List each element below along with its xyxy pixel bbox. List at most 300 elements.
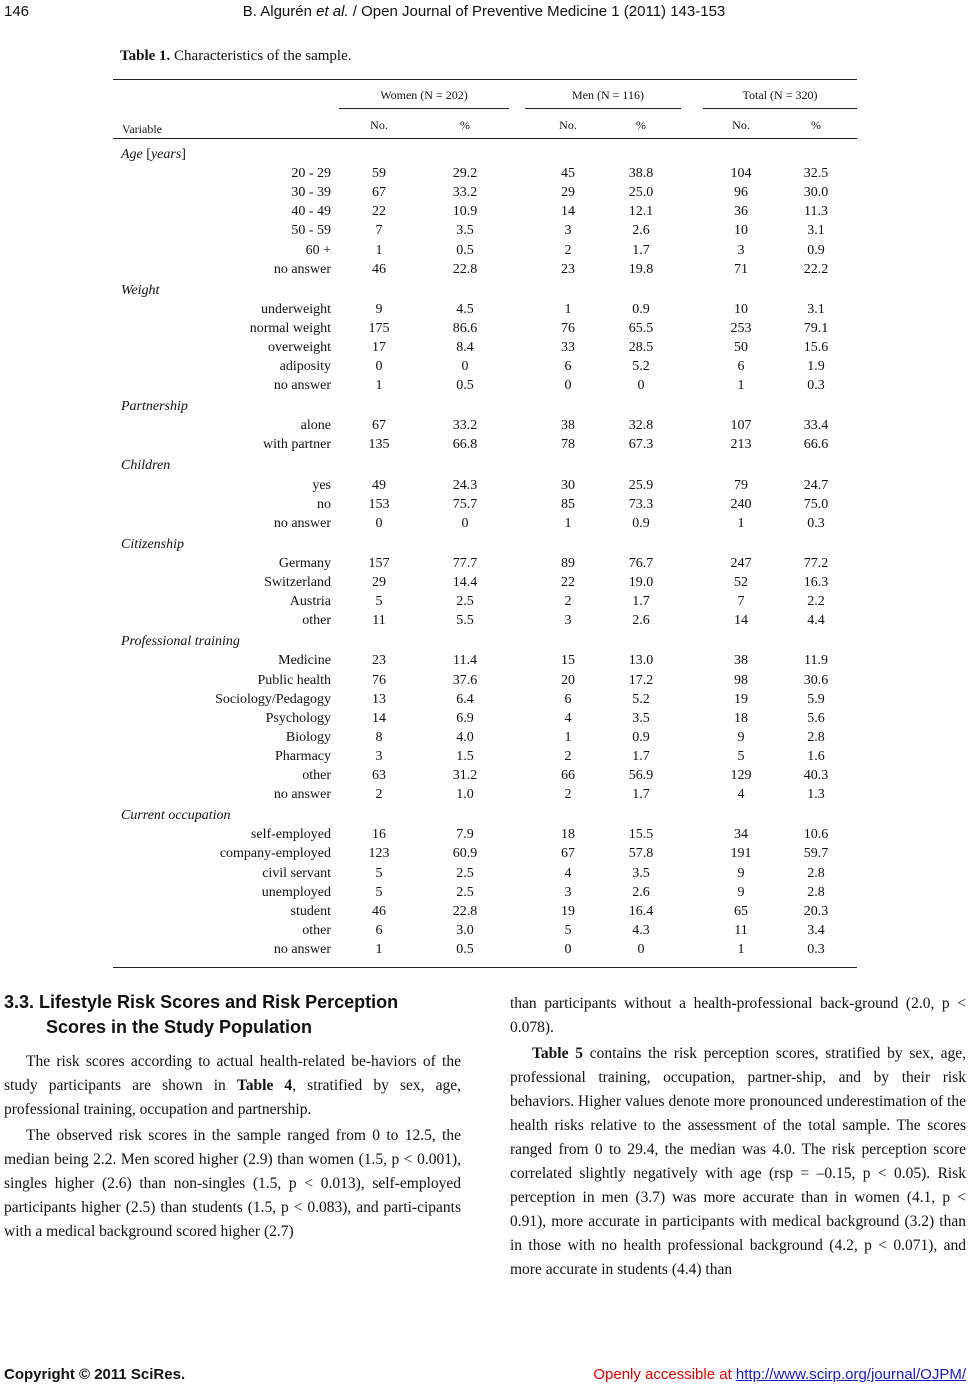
cell-total-pct: 2.8 <box>807 729 825 745</box>
cell-total-no: 38 <box>734 653 748 669</box>
cell-total-pct: 11.3 <box>804 204 828 220</box>
cell-total-pct: 1.9 <box>807 359 825 375</box>
cell-men-no: 15 <box>561 653 575 669</box>
table-row <box>113 768 857 786</box>
cell-women-no: 123 <box>368 846 390 862</box>
cell-men-no: 19 <box>561 903 575 919</box>
cell-men-pct: 12.1 <box>628 204 654 220</box>
cell-women-no: 3 <box>375 748 383 764</box>
row-label: 60 + <box>305 242 331 258</box>
cell-men-no: 66 <box>561 768 575 784</box>
cell-women-pct: 8.4 <box>456 340 474 355</box>
cell-men-no: 29 <box>561 185 575 201</box>
table-row <box>113 378 857 396</box>
cell-men-no: 20 <box>561 672 575 688</box>
table-row <box>113 516 857 534</box>
table-row <box>113 749 857 767</box>
cell-men-pct: 4.3 <box>632 922 650 938</box>
cell-total-no: 65 <box>734 903 748 919</box>
row-label: 20 - 29 <box>291 166 331 182</box>
table-4-reference: Table 4 <box>236 1077 293 1094</box>
cell-men-no: 1 <box>564 301 572 317</box>
table-row <box>113 302 857 320</box>
cell-total-no: 36 <box>734 204 748 220</box>
subheader-total-pct: % <box>811 118 821 132</box>
cell-men-pct: 5.2 <box>632 691 650 707</box>
cell-women-pct: 2.5 <box>456 594 474 610</box>
cell-total-no: 9 <box>737 884 745 900</box>
cell-men-pct: 0.9 <box>632 515 650 531</box>
cell-women-pct: 86.6 <box>452 320 478 336</box>
cell-women-pct: 37.6 <box>452 672 478 688</box>
table-row <box>113 340 857 358</box>
cell-women-no: 157 <box>368 555 390 571</box>
men-group-underline <box>525 108 681 109</box>
section-title: Professional training <box>121 634 240 650</box>
subheader-women-no: No. <box>370 118 388 132</box>
row-label: no answer <box>273 787 331 803</box>
cell-total-no: 50 <box>734 340 748 355</box>
cell-women-pct: 3.0 <box>456 922 474 938</box>
cell-total-pct: 16.3 <box>803 575 829 591</box>
journal-url-link[interactable]: http://www.scirp.org/journal/OJPM/ <box>735 1366 966 1383</box>
cell-men-pct: 1.7 <box>632 787 650 803</box>
cell-men-no: 0 <box>564 378 572 394</box>
cell-total-pct: 2.2 <box>807 594 825 610</box>
cell-women-no: 1 <box>375 242 383 258</box>
cell-total-pct: 24.7 <box>803 477 829 493</box>
cell-total-no: 10 <box>734 223 748 239</box>
cell-men-pct: 57.8 <box>628 846 654 862</box>
cell-women-no: 2 <box>375 787 383 803</box>
row-label: underweight <box>261 301 331 317</box>
table-row <box>113 827 857 845</box>
cell-men-no: 1 <box>564 515 572 531</box>
cell-total-pct: 30.0 <box>803 185 829 201</box>
cell-women-pct: 5.5 <box>456 613 474 629</box>
cell-total-pct: 75.0 <box>803 496 829 512</box>
right-text-column <box>510 992 966 1284</box>
row-label: Psychology <box>265 710 331 726</box>
cell-men-no: 3 <box>564 884 572 900</box>
cell-women-no: 1 <box>375 378 383 394</box>
cell-total-no: 240 <box>730 496 752 512</box>
table-row <box>113 846 857 864</box>
page-number: 146 <box>4 3 30 20</box>
cell-total-no: 247 <box>730 555 752 571</box>
cell-men-pct: 19.0 <box>628 575 654 591</box>
cell-men-pct: 65.5 <box>628 320 654 336</box>
cell-men-pct: 3.5 <box>632 710 650 726</box>
row-label: Pharmacy <box>275 748 331 764</box>
row-label: no answer <box>273 261 331 277</box>
cell-total-no: 9 <box>737 865 745 881</box>
cell-men-no: 14 <box>561 204 575 220</box>
table-row <box>113 321 857 339</box>
cell-women-pct: 2.5 <box>456 884 474 900</box>
cell-women-no: 63 <box>372 768 386 784</box>
cell-total-pct: 3.1 <box>807 301 825 317</box>
row-label: alone <box>300 418 331 434</box>
cell-total-no: 107 <box>730 418 752 434</box>
cell-men-pct: 0 <box>637 378 645 394</box>
table-row <box>113 787 857 805</box>
table-row <box>113 437 857 455</box>
cell-total-pct: 11.9 <box>804 653 828 669</box>
cell-women-pct: 0.5 <box>456 242 474 258</box>
cell-men-no: 3 <box>564 613 572 629</box>
section-title: Weight <box>121 282 160 298</box>
cell-men-pct: 2.6 <box>632 223 650 239</box>
cell-men-no: 76 <box>561 320 575 336</box>
row-label: self-employed <box>250 827 331 843</box>
cell-women-no: 46 <box>372 903 386 919</box>
cell-women-pct: 0.5 <box>456 378 474 394</box>
table-row <box>113 885 857 903</box>
table-row <box>113 556 857 574</box>
cell-women-pct: 14.4 <box>452 575 478 591</box>
row-label: other <box>302 768 331 784</box>
cell-total-no: 11 <box>734 922 748 938</box>
group-header-total: Total (N = 320) <box>742 88 818 102</box>
cell-men-pct: 1.7 <box>632 594 650 610</box>
table-row <box>113 575 857 593</box>
cell-women-no: 5 <box>375 884 383 900</box>
cell-men-pct: 76.7 <box>628 555 654 571</box>
table-row <box>113 359 857 377</box>
cell-men-no: 89 <box>561 555 575 571</box>
variable-header: Variable <box>122 122 162 136</box>
cell-total-pct: 1.3 <box>807 787 825 803</box>
cell-women-no: 67 <box>372 185 386 201</box>
cell-men-pct: 16.4 <box>628 903 654 919</box>
left-text-column <box>4 990 461 1246</box>
cell-total-pct: 33.4 <box>803 418 829 434</box>
table-row <box>113 478 857 496</box>
table-row <box>113 497 857 515</box>
cell-men-no: 6 <box>564 359 572 375</box>
row-label: normal weight <box>249 320 331 336</box>
total-group-underline <box>703 108 857 109</box>
row-label: 30 - 39 <box>291 185 331 201</box>
cell-total-pct: 2.8 <box>807 884 825 900</box>
cell-total-no: 191 <box>730 846 752 862</box>
cell-men-pct: 5.2 <box>632 359 650 375</box>
cell-total-pct: 66.6 <box>803 437 829 453</box>
table-row <box>113 711 857 729</box>
table-5-reference: Table 5 <box>532 1045 583 1062</box>
row-label: Public health <box>257 672 331 688</box>
cell-total-pct: 1.6 <box>807 748 825 764</box>
cell-total-pct: 22.2 <box>803 261 829 277</box>
cell-women-pct: 33.2 <box>452 185 478 201</box>
row-label: Austria <box>289 594 331 610</box>
cell-women-no: 175 <box>368 320 390 336</box>
table-row <box>113 942 857 960</box>
cell-total-no: 4 <box>737 787 745 803</box>
cell-women-no: 67 <box>372 418 386 434</box>
cell-men-no: 22 <box>561 575 575 591</box>
table-row <box>113 923 857 941</box>
cell-women-pct: 22.8 <box>452 261 478 277</box>
row-label: student <box>290 903 331 919</box>
cell-women-no: 5 <box>375 865 383 881</box>
page-footer <box>0 1366 968 1388</box>
cell-total-pct: 79.1 <box>803 320 829 336</box>
cell-total-pct: 30.6 <box>803 672 829 688</box>
cell-men-pct: 38.8 <box>628 166 654 182</box>
cell-total-pct: 0.9 <box>807 242 825 258</box>
women-group-underline <box>339 108 509 109</box>
cell-men-no: 2 <box>564 748 572 764</box>
cell-men-pct: 2.6 <box>632 884 650 900</box>
cell-men-pct: 32.8 <box>628 418 654 434</box>
cell-total-pct: 4.4 <box>807 613 825 629</box>
cell-men-no: 38 <box>561 418 575 434</box>
table-row <box>113 613 857 631</box>
table-row <box>113 243 857 261</box>
table-row <box>113 692 857 710</box>
cell-women-no: 49 <box>372 477 386 493</box>
cell-women-no: 17 <box>372 340 386 355</box>
cell-women-no: 135 <box>368 437 390 453</box>
table-caption-label: Table 1. <box>120 48 171 64</box>
cell-total-no: 253 <box>730 320 752 336</box>
cell-women-pct: 77.7 <box>452 555 478 571</box>
row-label: Germany <box>278 555 331 571</box>
cell-total-no: 71 <box>734 261 748 277</box>
cell-women-pct: 6.9 <box>456 710 474 726</box>
cell-men-no: 5 <box>564 922 572 938</box>
cell-women-pct: 1.5 <box>456 748 474 764</box>
cell-total-no: 9 <box>737 729 745 745</box>
cell-total-no: 98 <box>734 672 748 688</box>
cell-women-pct: 66.8 <box>452 437 478 453</box>
cell-women-pct: 22.8 <box>452 903 478 919</box>
cell-total-pct: 32.5 <box>803 166 829 182</box>
cell-women-no: 11 <box>372 613 386 629</box>
cell-women-no: 153 <box>368 496 390 512</box>
cell-women-no: 23 <box>372 653 386 669</box>
subheader-men-no: No. <box>559 118 577 132</box>
cell-men-no: 2 <box>564 594 572 610</box>
copyright-notice: Copyright © 2011 SciRes. <box>4 1366 186 1383</box>
section-unit: years <box>150 147 182 162</box>
row-label: other <box>302 922 331 938</box>
cell-women-pct: 31.2 <box>452 768 478 784</box>
cell-men-pct: 19.8 <box>628 261 654 277</box>
left-paragraph-2: The observed risk scores in the sample ranged from 0 to 12.5, the median being 2.2. Men scored higher (2.9) than women (1.5, p < 0.001), singles higher (2.6) than non-singles (1.5, p < 0.013), self-employed participants higher (2.5) than students (1.5, p < 0.083), and parti-cipants with a medical background scored higher (2.7) <box>4 1127 461 1240</box>
cell-women-no: 46 <box>372 261 386 277</box>
cell-women-pct: 60.9 <box>452 846 478 862</box>
cell-women-pct: 29.2 <box>452 166 478 182</box>
table-row <box>113 262 857 280</box>
cell-total-no: 1 <box>737 941 745 957</box>
table-row <box>113 594 857 612</box>
cell-total-pct: 20.3 <box>803 903 829 919</box>
table-row <box>113 166 857 184</box>
table-row <box>113 653 857 671</box>
cell-men-no: 1 <box>564 729 572 745</box>
cell-men-no: 18 <box>561 827 575 843</box>
table-bottom-rule <box>113 967 857 968</box>
cell-women-pct: 33.2 <box>452 418 478 434</box>
section-title: Children <box>121 458 171 474</box>
cell-men-no: 45 <box>561 166 575 182</box>
group-header-men: Men (N = 116) <box>572 88 644 102</box>
cell-total-no: 19 <box>734 691 748 707</box>
cell-total-pct: 15.6 <box>803 340 829 355</box>
table-row <box>113 204 857 222</box>
journal-citation: B. Algurén et al. / Open Journal of Preventive Medicine 1 (2011) 143-153 <box>242 3 726 20</box>
cell-total-pct: 0.3 <box>807 378 825 394</box>
cell-total-no: 213 <box>730 437 752 453</box>
cell-women-no: 76 <box>372 672 386 688</box>
cell-women-no: 59 <box>372 166 386 182</box>
table-caption <box>120 48 351 65</box>
row-label: adiposity <box>279 359 331 375</box>
running-head <box>0 0 968 26</box>
subheader-men-pct: % <box>636 118 646 132</box>
cell-men-pct: 1.7 <box>632 242 650 258</box>
row-label: 40 - 49 <box>291 204 331 220</box>
cell-women-pct: 6.4 <box>456 691 474 707</box>
row-label: no answer <box>273 378 331 394</box>
cell-women-pct: 4.5 <box>456 301 474 317</box>
cell-total-no: 3 <box>737 242 745 258</box>
cell-total-pct: 40.3 <box>803 768 829 784</box>
cell-men-no: 78 <box>561 437 575 453</box>
cell-women-pct: 0 <box>461 515 469 531</box>
row-label: other <box>302 613 331 629</box>
row-label: no answer <box>273 515 331 531</box>
cell-women-no: 29 <box>372 575 386 591</box>
row-label: civil servant <box>262 865 331 881</box>
table-row <box>113 185 857 203</box>
cell-total-no: 79 <box>734 477 748 493</box>
cell-total-no: 18 <box>734 710 748 726</box>
cell-total-no: 6 <box>737 359 745 375</box>
cell-women-pct: 7.9 <box>456 827 474 843</box>
row-label: Switzerland <box>264 575 331 591</box>
cell-total-pct: 5.6 <box>807 710 825 726</box>
cell-men-pct: 25.0 <box>628 185 654 201</box>
row-label: company-employed <box>219 846 331 862</box>
row-label: unemployed <box>261 884 331 900</box>
cell-men-no: 6 <box>564 691 572 707</box>
cell-women-pct: 75.7 <box>452 496 478 512</box>
left-paragraph-1: The risk scores according to actual health-related be-haviors of the study participants are shown in Table 4, stratified by sex, age, professional training, occupation and partnership. <box>4 1053 461 1118</box>
cell-total-pct: 3.1 <box>807 223 825 239</box>
cell-men-pct: 2.6 <box>632 613 650 629</box>
cell-total-pct: 5.9 <box>807 691 825 707</box>
cell-total-no: 52 <box>734 575 748 591</box>
cell-men-no: 0 <box>564 941 572 957</box>
row-label: yes <box>312 477 331 493</box>
cell-women-no: 5 <box>375 594 383 610</box>
table-header-rule <box>113 138 857 139</box>
table-row <box>113 904 857 922</box>
subheader-total-no: No. <box>732 118 750 132</box>
cell-men-pct: 73.3 <box>628 496 654 512</box>
cell-women-no: 9 <box>375 301 383 317</box>
cell-women-pct: 0 <box>461 359 469 375</box>
cell-men-no: 30 <box>561 477 575 493</box>
cell-women-no: 1 <box>375 941 383 957</box>
row-label: overweight <box>268 340 331 355</box>
cell-women-pct: 2.5 <box>456 865 474 881</box>
cell-total-no: 104 <box>730 166 752 182</box>
section-title: Age [years] <box>121 147 186 162</box>
cell-men-pct: 0 <box>637 941 645 957</box>
cell-total-no: 96 <box>734 185 748 201</box>
row-label: no answer <box>273 941 331 957</box>
table-row <box>113 730 857 748</box>
cell-women-no: 6 <box>375 922 383 938</box>
row-label: Medicine <box>278 653 331 669</box>
cell-men-no: 67 <box>561 846 575 862</box>
cell-men-no: 4 <box>564 865 572 881</box>
cell-women-no: 16 <box>372 827 386 843</box>
cell-total-pct: 77.2 <box>803 555 829 571</box>
group-header-women: Women (N = 202) <box>380 88 468 102</box>
right-paragraph-continuation: than participants without a health-professional back-ground (2.0, p < 0.078). <box>510 995 966 1036</box>
cell-men-no: 4 <box>564 710 572 726</box>
open-access-notice: Openly accessible at http://www.scirp.org/journal/OJPM/ <box>593 1366 966 1383</box>
cell-total-no: 1 <box>737 515 745 531</box>
table-top-rule <box>113 79 857 80</box>
cell-men-no: 33 <box>561 340 575 355</box>
cell-total-no: 5 <box>737 748 745 764</box>
cell-men-pct: 56.9 <box>628 768 654 784</box>
cell-women-pct: 3.5 <box>456 223 474 239</box>
cell-total-pct: 59.7 <box>803 846 829 862</box>
cell-total-pct: 2.8 <box>807 865 825 881</box>
row-label: Biology <box>285 729 331 745</box>
cell-men-no: 23 <box>561 261 575 277</box>
cell-women-pct: 24.3 <box>452 477 478 493</box>
cell-women-pct: 1.0 <box>456 787 474 803</box>
cell-men-pct: 0.9 <box>632 301 650 317</box>
cell-women-no: 22 <box>372 204 386 220</box>
table-caption-text: Characteristics of the sample. <box>170 48 352 64</box>
row-label: 50 - 59 <box>291 223 331 239</box>
section-title: Partnership <box>121 399 188 415</box>
cell-women-no: 8 <box>375 729 383 745</box>
cell-total-no: 10 <box>734 301 748 317</box>
section-heading: 3.3. Lifestyle Risk Scores and Risk Perception Scores in the Study Population <box>4 992 399 1037</box>
table-row <box>113 673 857 691</box>
cell-men-pct: 17.2 <box>628 672 654 688</box>
cell-men-no: 2 <box>564 787 572 803</box>
row-label: no <box>317 496 331 512</box>
row-label: Sociology/Pedagogy <box>215 691 331 707</box>
cell-men-pct: 3.5 <box>632 865 650 881</box>
cell-men-pct: 67.3 <box>628 437 654 453</box>
cell-women-no: 0 <box>375 359 383 375</box>
cell-total-pct: 3.4 <box>807 922 825 938</box>
cell-total-no: 34 <box>734 827 748 843</box>
cell-men-no: 85 <box>561 496 575 512</box>
cell-women-no: 0 <box>375 515 383 531</box>
subheader-women-pct: % <box>460 118 470 132</box>
cell-men-pct: 28.5 <box>628 340 654 355</box>
cell-women-pct: 10.9 <box>452 204 478 220</box>
row-label: with partner <box>262 437 331 453</box>
section-title: Citizenship <box>121 536 185 552</box>
cell-men-pct: 13.0 <box>628 653 654 669</box>
section-title: Current occupation <box>121 808 231 824</box>
